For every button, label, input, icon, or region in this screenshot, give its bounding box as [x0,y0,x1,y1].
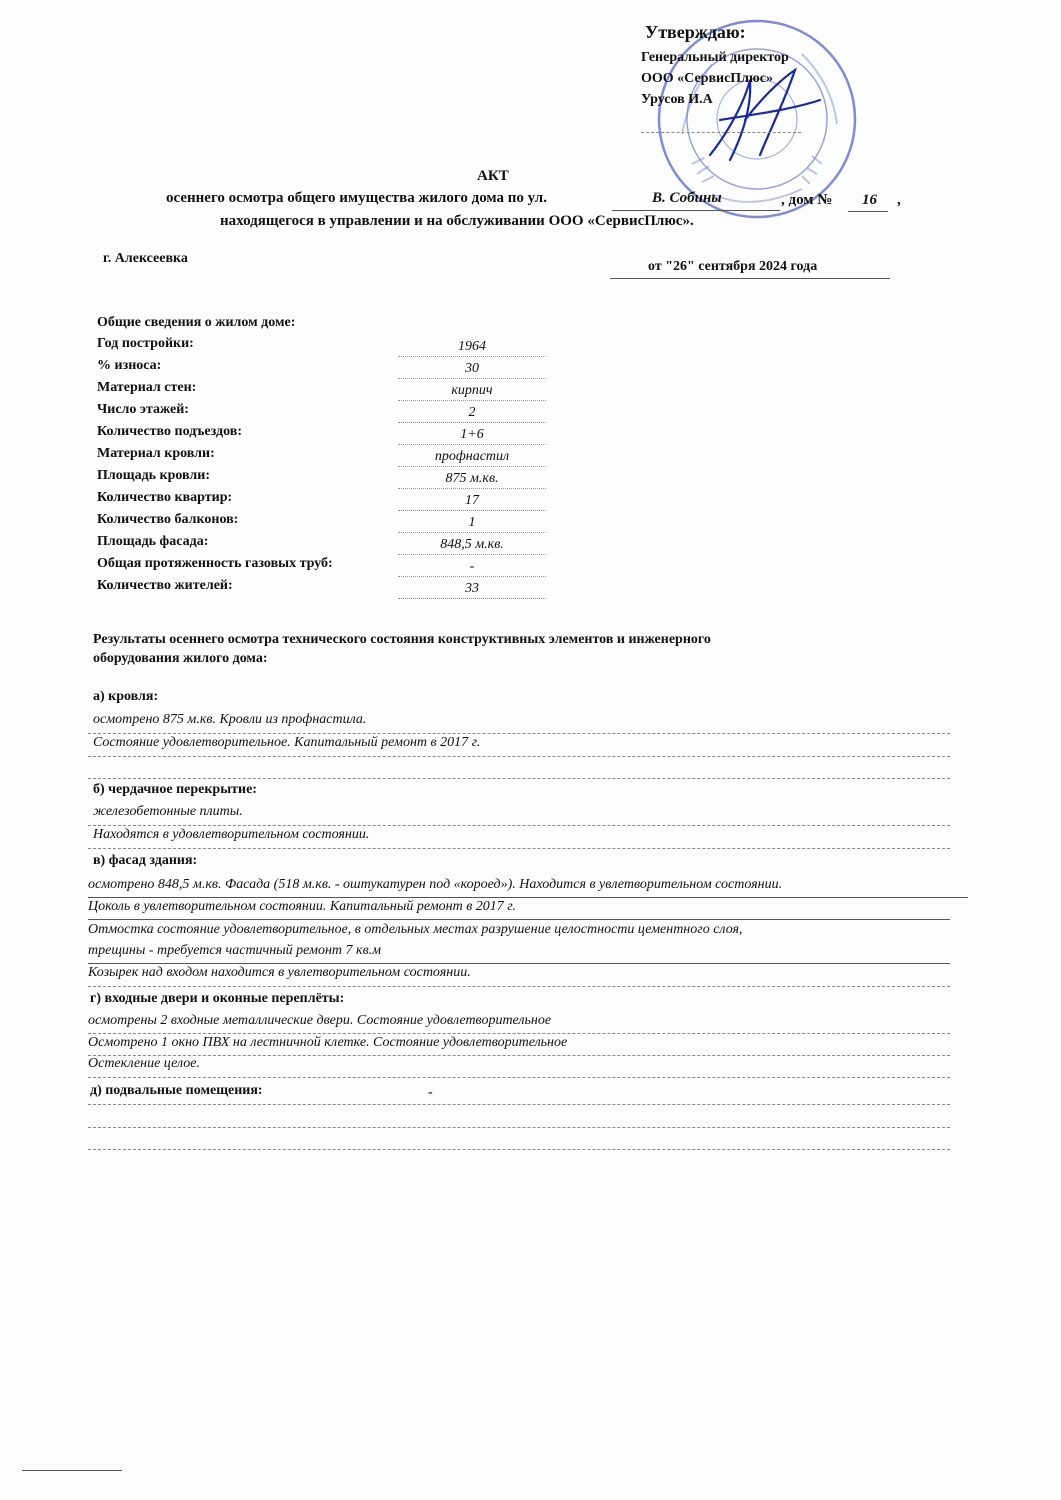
document-title: АКТ [477,168,509,184]
row-divider [398,488,546,489]
line-divider [88,1127,950,1128]
general-row-value: 848,5 м.кв. [440,537,504,552]
general-row-label: Количество жителей: [97,578,233,593]
general-row-value: 1+6 [460,427,484,442]
line-divider [88,986,950,987]
section-v-line: осмотрено 848,5 м.кв. Фасада (518 м.кв. - оштукатурен под «короед»). Находится в увлетворительном состоянии. [88,877,783,892]
row-divider [398,400,546,401]
general-row-value: кирпич [451,383,493,398]
section-a-line: Состояние удовлетворительное. Капитальный ремонт в 2017 г. [93,735,481,750]
line-divider [88,1077,950,1078]
section-g-line: Осмотрено 1 окно ПВХ на лестничной клетке. Состояние удовлетворительное [88,1035,568,1050]
section-v-title: в) фасад здания: [93,853,198,868]
line-divider [88,1055,950,1056]
general-row-label: Число этажей: [97,402,189,417]
house-label: , дом № [781,192,833,208]
line-divider [88,1104,950,1105]
section-b-line: железобетонные плиты. [93,804,243,819]
row-divider [398,356,546,357]
general-row-value: 2 [468,405,476,420]
general-row-value: 1964 [458,339,486,354]
general-row-value: 1 [468,515,476,530]
section-g-line: Остекление целое. [88,1056,201,1071]
line-divider [88,825,950,826]
section-b-title: б) чердачное перекрытие: [93,782,257,797]
section-v-line: трещины - требуется частичный ремонт 7 кв.м [88,943,382,958]
general-row-label: Год постройки: [97,336,194,351]
house-number: 16 [862,192,877,208]
approval-name: Урусов И.А [641,92,713,107]
row-divider [398,554,546,555]
house-number-underline [848,211,888,212]
approval-signature-line [641,132,801,133]
general-row-label: % износа: [97,358,162,373]
general-row-label: Количество квартир: [97,490,233,505]
line-divider [88,756,950,757]
row-divider [398,466,546,467]
general-row-value: 30 [465,361,479,376]
general-row-label: Материал стен: [97,380,197,395]
line-divider [88,733,950,734]
row-divider [398,598,546,599]
row-divider [398,378,546,379]
date-underline [610,278,890,279]
general-row-label: Общая протяженность газовых труб: [97,556,333,571]
general-row-value: - [469,559,475,574]
general-row-value: 875 м.кв. [445,471,499,486]
general-row-label: Площадь фасада: [97,534,209,549]
section-v-line: Цоколь в увлетворительном состоянии. Капитальный ремонт в 2017 г. [88,899,517,914]
section-d-value: - [428,1085,433,1100]
section-d-title: д) подвальные помещения: [90,1083,263,1098]
approval-position: Генеральный директор [641,50,789,65]
general-row-value: 33 [465,581,479,596]
line-divider [88,1033,950,1034]
section-a-line: осмотрено 875 м.кв. Кровли из профнастила. [93,712,367,727]
section-g-line: осмотрены 2 входные металлические двери. Состояние удовлетворительное [88,1013,552,1028]
row-divider [398,444,546,445]
row-divider [398,532,546,533]
section-b-line: Находятся в удовлетворительном состоянии. [93,827,370,842]
row-divider [398,422,546,423]
bottom-rule [22,1470,122,1471]
line-divider [88,778,950,779]
section-a-title: а) кровля: [93,689,159,704]
approval-title: Утверждаю: [645,22,746,42]
general-row-label: Материал кровли: [97,446,215,461]
street-underline [612,210,780,211]
general-row-label: Количество балконов: [97,512,239,527]
results-heading-line1: Результаты осеннего осмотра технического состояния конструктивных элементов и инженерного [93,632,711,647]
street-name: В. Собины [652,190,722,206]
results-heading-line2: оборудования жилого дома: [93,651,268,666]
row-divider [398,510,546,511]
line-divider [88,848,950,849]
line-divider [88,897,968,898]
general-row-value: 17 [465,493,479,508]
line-divider [88,963,950,964]
subtitle-prefix: осеннего осмотра общего имущества жилого дома по ул. [166,190,547,206]
general-row-value: профнастил [434,449,510,464]
section-g-title: г) входные двери и оконные переплёты: [90,991,345,1006]
section-v-line: Козырек над входом находится в увлетворительном состоянии. [88,965,471,980]
general-row-label: Площадь кровли: [97,468,211,483]
line-divider [88,1149,950,1150]
trailing-comma: , [897,192,901,208]
row-divider [398,576,546,577]
document-date: от "26" сентября 2024 года [648,259,818,274]
general-heading: Общие сведения о жилом доме: [97,315,296,330]
subtitle-line2: находящегося в управлении и на обслуживании ООО «СервисПлюс». [220,213,694,229]
section-v-line: Отмостка состояние удовлетворительное, в отдельных местах разрушение целостности цементного слоя, [88,922,743,937]
line-divider [88,919,950,920]
approval-company: ООО «СервисПлюс» [641,71,773,86]
city: г. Алексеевка [103,251,188,266]
general-row-label: Количество подъездов: [97,424,242,439]
